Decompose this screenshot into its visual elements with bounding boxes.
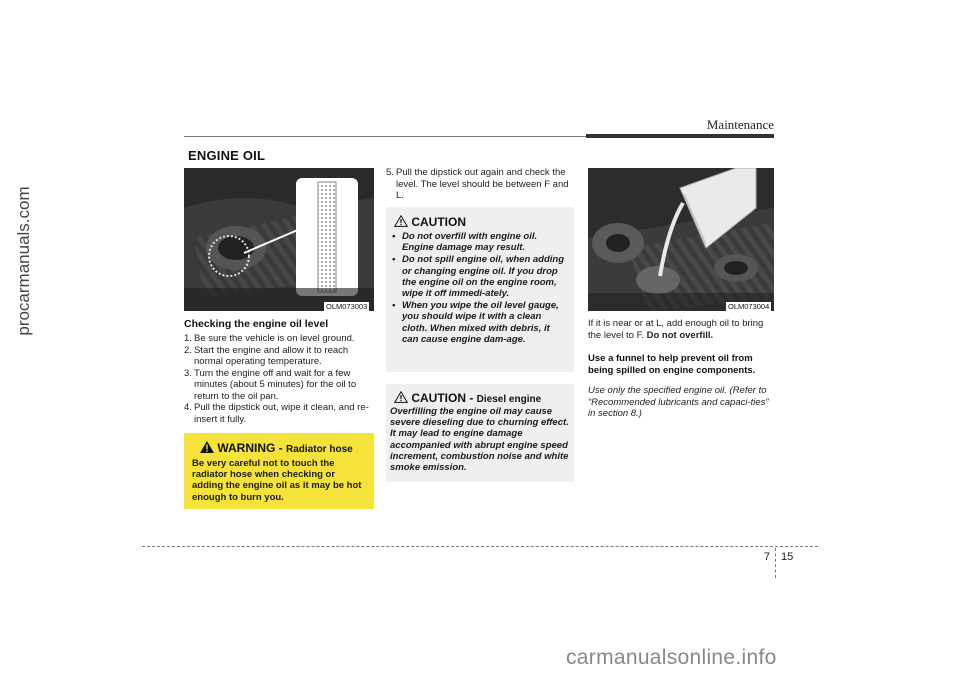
page-number: 15	[781, 551, 794, 563]
caution-diesel-text: Overfilling the engine oil may cause severe dieseling due to churning effect. It may lead to engine damage accompanied with abrupt engine speed increment, combustion noise and white smoke emission.	[390, 406, 569, 474]
warning-triangle-icon	[200, 441, 214, 453]
oil-pouring-illustration	[588, 168, 774, 311]
caution-triangle-icon	[394, 215, 408, 227]
caution-item: • When you wipe the oil level gauge, you should wipe it with a clean cloth. When mixed with debris, it can cause engine dam-age.	[392, 300, 559, 345]
step-item: 2. Start the engine and allow it to reach normal operating temperature.	[184, 344, 349, 367]
header-rule-accent	[586, 134, 774, 138]
engine-dipstick-illustration	[184, 168, 374, 311]
figure-caption-right: OLM073004	[728, 302, 770, 311]
step-item: 1. Be sure the vehicle is on level ground.	[184, 333, 355, 344]
warning-text: Be very careful not to touch the radiator hose when checking or adding the engine oil as it may be hot enough to burn you.	[192, 458, 362, 503]
step-5: 5. Pull the dipstick out again and check the level. The level should be between F and L.	[386, 167, 569, 201]
specified-oil-note: Use only the specified engine oil. (Refer to “Recommended lubricants and capaci-ties” in section 8.)	[588, 385, 769, 419]
page-number-divider	[775, 548, 776, 578]
checking-steps	[184, 333, 374, 425]
step-item: 3. Turn the engine off and wait for a few minutes (about 5 minutes) for the oil to return to the oil pan.	[184, 367, 357, 402]
caution-diesel-label: CAUTION -	[411, 391, 477, 405]
chapter-number: 7	[763, 551, 770, 563]
engine-dipstick-photo	[184, 168, 374, 311]
warning-sub: Radiator hose	[286, 444, 353, 455]
watermark-bottom: carmanualsonline.info	[566, 646, 777, 669]
oil-funnel-photo	[588, 168, 774, 311]
page-heading: ENGINE OIL	[188, 148, 266, 163]
checking-title: Checking the engine oil level	[184, 318, 329, 330]
caution-diesel-sub: Diesel engine	[476, 394, 542, 405]
funnel-instruction: Use a funnel to help prevent oil from being spilled on engine components.	[588, 353, 756, 376]
caution-item: • Do not overfill with engine oil. Engine damage may result.	[392, 231, 538, 254]
warning-label: WARNING -	[217, 441, 287, 455]
caution-list	[392, 231, 568, 345]
watermark-left: procarmanuals.com	[14, 186, 33, 336]
step-item: 4. Pull the dipstick out, wipe it clean, and re-insert it fully.	[184, 402, 369, 425]
caution-diesel-box	[386, 384, 574, 482]
warning-box	[184, 433, 374, 509]
section-title: Maintenance	[706, 117, 774, 132]
footer-rule	[142, 546, 818, 547]
caution-triangle-icon	[394, 391, 408, 403]
caution-item: • Do not spill engine oil, when adding or changing engine oil. If you drop the engine oil on the engine room, wipe it off immedi-ately.	[392, 254, 565, 300]
caution-box	[386, 207, 574, 372]
figure-caption-left: OLM073003	[326, 302, 368, 311]
refill-instruction: If it is near or at L, add enough oil to bring the level to F. Do not overfill.	[588, 318, 764, 341]
caution-label: CAUTION	[411, 215, 467, 229]
